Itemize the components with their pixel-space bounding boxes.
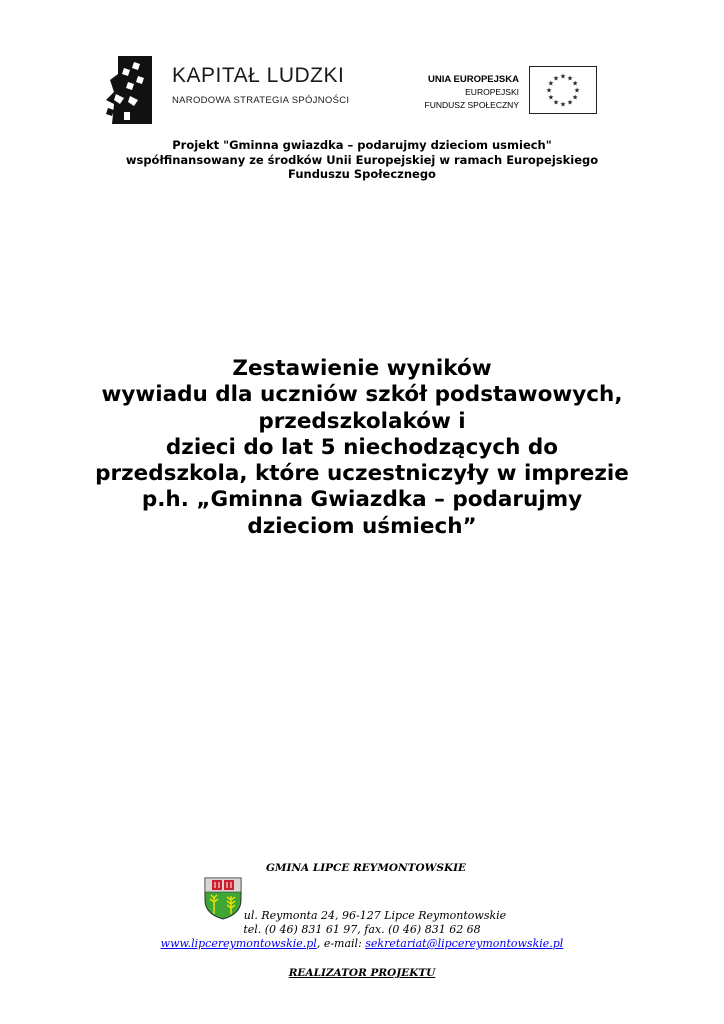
title-line6: p.h. „Gminna Gwiazdka – podarujmy [141,487,583,513]
eu-star-icon: ★ [559,72,567,81]
eu-star-icon: ★ [571,93,579,102]
eu-star-icon: ★ [545,86,553,95]
project-line2: współfinansowany ze środków Unii Europejskiej w ramach Europejskiego [125,152,599,167]
email-prefix: , e-mail: [316,937,366,950]
eu-star-icon: ★ [547,79,555,88]
title-line5: przedszkola, które uczestniczyły w imprezie [95,461,629,487]
address-block [0,909,724,951]
email-link[interactable]: sekretariat@lipcereymontowskie.pl [365,937,564,950]
project-line3: Funduszu Społecznego [288,167,436,181]
kapital-ludzki-title: KAPITAŁ LUDZKI [172,64,345,87]
kapital-ludzki-emblem-icon [104,54,160,124]
project-description [0,138,724,182]
address-contact-line [0,937,724,951]
eu-logo-line3: FUNDUSZ SPOŁECZNY [424,100,519,110]
eu-star-icon: ★ [552,98,560,107]
title-line2: wywiadu dla uczniów szkół podstawowych, [101,382,623,408]
gmina-name: GMINA LIPCE REYMONTOWSKIE [265,862,467,874]
eu-star-icon: ★ [552,74,560,83]
project-line1: Projekt "Gminna gwiazdka – podarujmy dzieciom usmiech" [172,138,552,152]
document-title [0,356,724,540]
title-line1: Zestawienie wyników [232,356,492,381]
address-phone: tel. (0 46) 831 61 97, fax. (0 46) 831 62 68 [243,923,481,936]
eu-star-icon: ★ [571,79,579,88]
kapital-ludzki-subtitle: NARODOWA STRATEGIA SPÓJNOŚCI [172,95,350,106]
eu-logo-line2: EUROPEJSKI [465,87,519,97]
eu-logo [425,66,597,118]
project-realizator-label: REALIZATOR PROJEKTU [288,967,436,979]
address-street: ul. Reymonta 24, 96-127 Lipce Reymontowskie [243,909,507,922]
eu-logo-text [425,73,519,112]
title-line3: przedszkolaków i [258,408,466,434]
title-line4: dzieci do lat 5 niechodzących do [165,434,559,460]
eu-star-icon: ★ [559,100,567,109]
eu-star-icon: ★ [566,98,574,107]
eu-flag-icon [529,66,597,114]
title-line7: dzieciom uśmiech” [247,513,477,539]
eu-logo-line1: UNIA EUROPEJSKA [428,74,519,85]
eu-star-icon: ★ [573,86,581,95]
website-link[interactable]: www.lipcereymontowskie.pl [160,937,317,950]
kapital-ludzki-logo [104,54,350,124]
eu-star-icon: ★ [547,93,555,102]
eu-star-icon: ★ [566,74,574,83]
